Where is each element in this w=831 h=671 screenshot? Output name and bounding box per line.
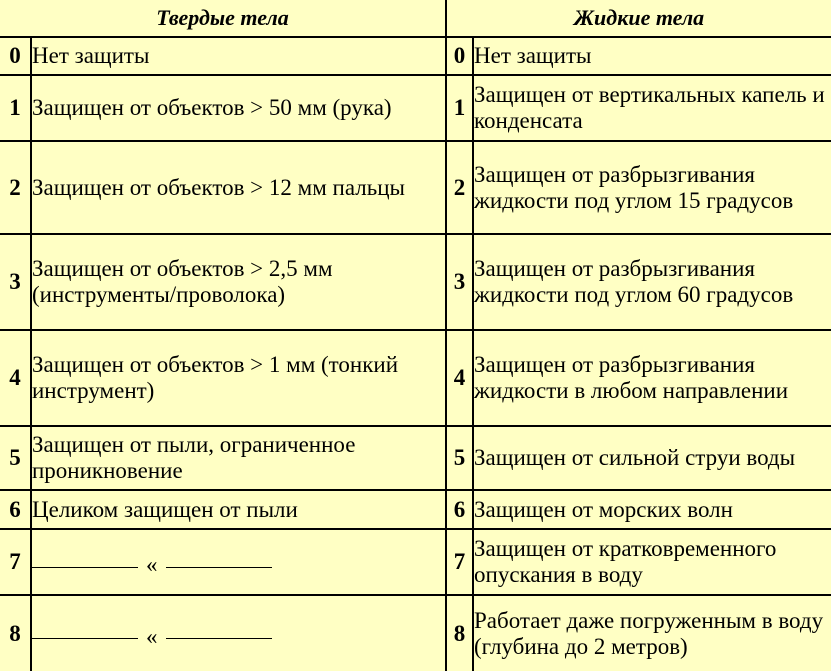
liquid-level-description: Защищен от разбрызгивания жидкости под углом 60 градусов: [473, 234, 831, 330]
table-row: [0, 529, 831, 595]
solid-level-description: Целиком защищен от пыли: [31, 490, 446, 529]
liquid-level-number: 2: [446, 141, 473, 234]
ditto-quote: «: [146, 552, 158, 578]
liquid-level-description: Защищен от разбрызгивания жидкости в любом направлении: [473, 330, 831, 426]
liquid-level-description: Работает даже погруженным в воду (глубина до 2 метров): [473, 595, 831, 671]
ditto-dash-right: [166, 638, 272, 639]
solid-level-number: 2: [0, 141, 31, 234]
solid-level-number: 6: [0, 490, 31, 529]
solid-bodies-header: Твердые тела: [0, 0, 446, 37]
liquid-level-description: Защищен от сильной струи воды: [473, 426, 831, 490]
solid-level-number: 1: [0, 75, 31, 141]
liquid-level-number: 7: [446, 529, 473, 595]
liquid-level-number: 5: [446, 426, 473, 490]
header-row: [0, 0, 831, 37]
table-row: [0, 595, 831, 671]
solid-level-description: Нет защиты: [31, 37, 446, 75]
ditto-quote: «: [146, 623, 158, 649]
solid-level-description: Защищен от объектов > 50 мм (рука): [31, 75, 446, 141]
solid-level-description: Защищен от объектов > 12 мм пальцы: [31, 141, 446, 234]
liquid-level-number: 8: [446, 595, 473, 671]
liquid-level-description: Защищен от вертикальных капель и конденсата: [473, 75, 831, 141]
solid-level-description: [31, 595, 446, 671]
ditto-dash-right: [166, 567, 272, 568]
table-row: [0, 37, 831, 75]
solid-level-number: 8: [0, 595, 31, 671]
table-row: [0, 75, 831, 141]
solid-level-description: Защищен от объектов > 2,5 мм (инструменты/проволока): [31, 234, 446, 330]
liquid-level-description: Защищен от кратковременного опускания в воду: [473, 529, 831, 595]
table-row: [0, 426, 831, 490]
table-row: [0, 490, 831, 529]
liquid-level-number: 4: [446, 330, 473, 426]
solid-level-description: Защищен от пыли, ограниченное проникновение: [31, 426, 446, 490]
ditto-mark: [32, 624, 272, 650]
table-row: [0, 141, 831, 234]
solid-level-number: 5: [0, 426, 31, 490]
solid-level-description: Защищен от объектов > 1 мм (тонкий инструмент): [31, 330, 446, 426]
solid-level-number: 0: [0, 37, 31, 75]
ditto-dash-left: [32, 567, 138, 568]
liquid-level-number: 3: [446, 234, 473, 330]
liquid-level-number: 0: [446, 37, 473, 75]
solid-level-number: 4: [0, 330, 31, 426]
liquid-level-description: Нет защиты: [473, 37, 831, 75]
ditto-dash-left: [32, 638, 138, 639]
solid-level-number: 3: [0, 234, 31, 330]
table-row: [0, 330, 831, 426]
liquid-level-description: Защищен от морских волн: [473, 490, 831, 529]
ditto-mark: [32, 552, 272, 578]
solid-level-description: [31, 529, 446, 595]
solid-level-number: 7: [0, 529, 31, 595]
liquid-bodies-header: Жидкие тела: [446, 0, 831, 37]
table-row: [0, 234, 831, 330]
liquid-level-number: 6: [446, 490, 473, 529]
liquid-level-description: Защищен от разбрызгивания жидкости под углом 15 градусов: [473, 141, 831, 234]
liquid-level-number: 1: [446, 75, 473, 141]
